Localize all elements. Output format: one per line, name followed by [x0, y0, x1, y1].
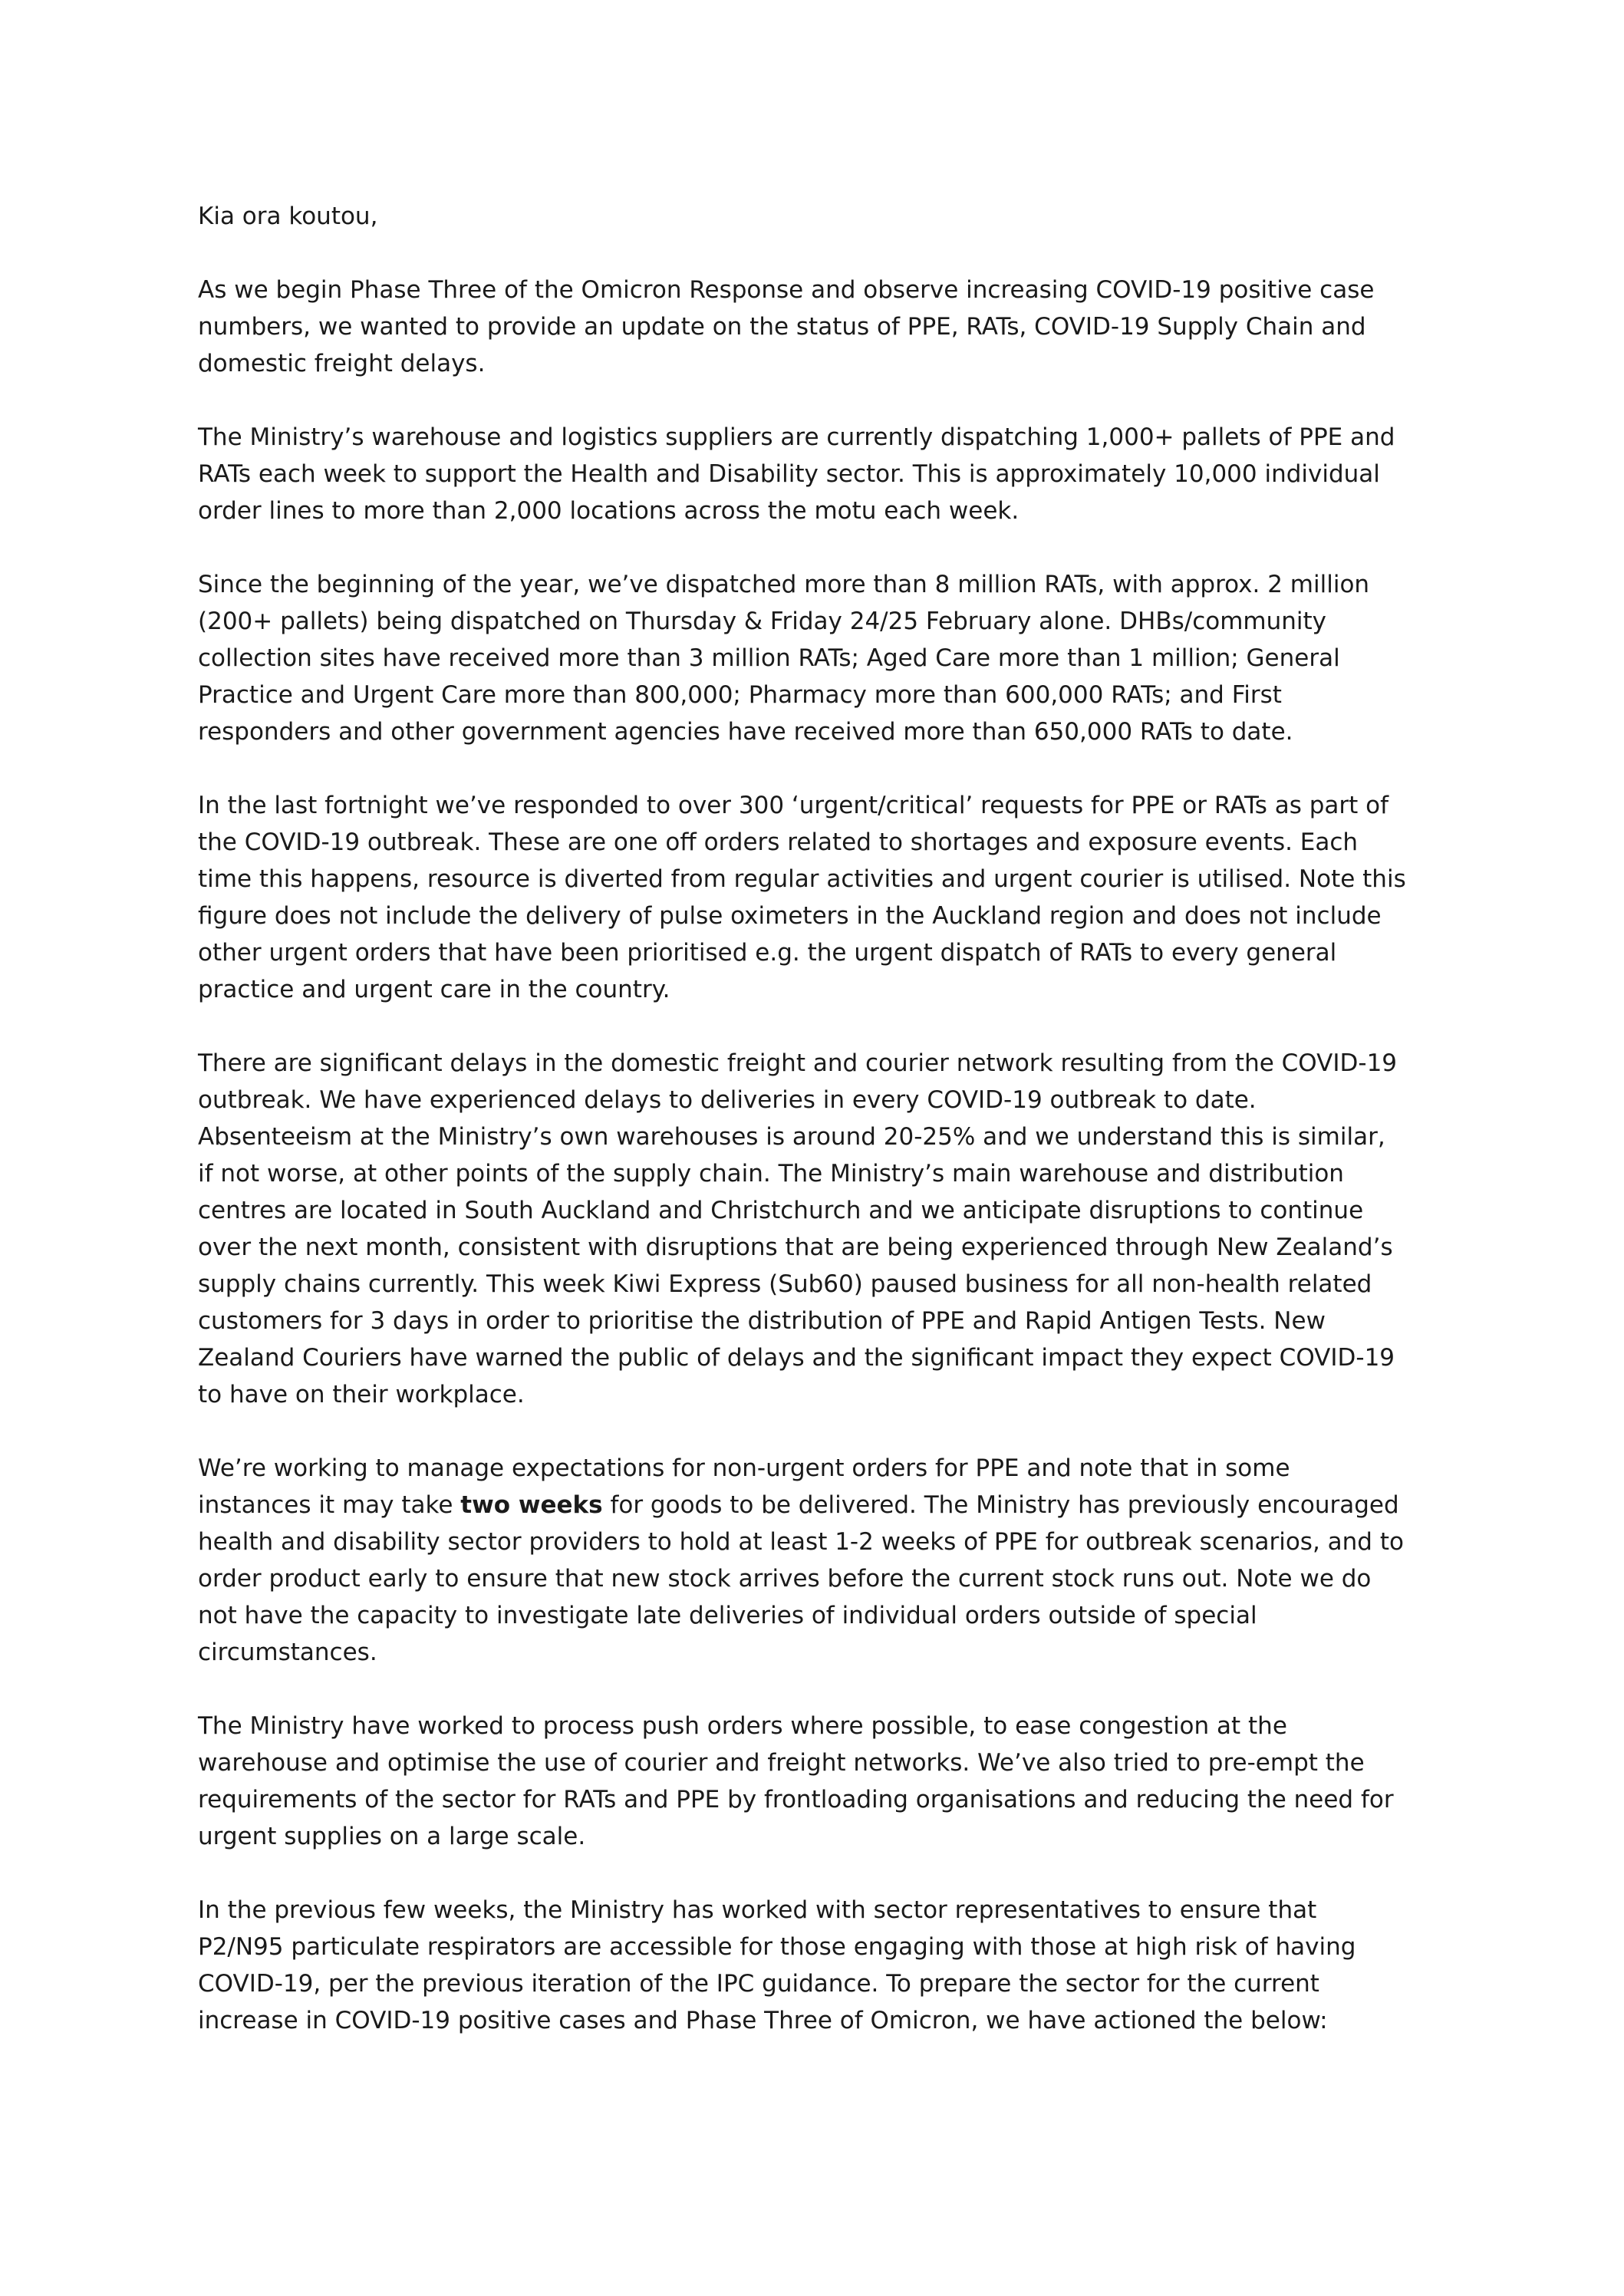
letter-body [198, 198, 1448, 2039]
paragraph-urgent-requests: In the last fortnight we’ve responded to over 300 ‘urgent/critical’ requests for PPE or RATs as part of the COVID-19 outbreak. These are one off orders related to shortages and exposure events. Each time this happens, resource is diverted from regular activities and urgent courier is utilised. Note this figure does not include the delivery of pulse oximeters in the Auckland region and does not include other urgent orders that have been prioritised e.g. the urgent dispatch of RATs to every general practice and urgent care in the country. [198, 792, 1406, 1003]
salutation: Kia ora koutou, [198, 203, 378, 230]
paragraph-managing-expectations [198, 1450, 1448, 1671]
paragraph-phase-three-intro: As we begin Phase Three of the Omicron Response and observe increasing COVID-19 positive case numbers, we wanted to provide an update on the status of PPE, RATs, COVID-19 Supply Chain and domestic freight delays. [198, 276, 1375, 377]
paragraph-warehouse-dispatch: The Ministry’s warehouse and logistics suppliers are currently dispatching 1,000+ pallets of PPE and RATs each week to support the Health and Disability sector. This is approximately 10,000 individual order lines to more than 2,000 locations across the motu each week. [198, 423, 1395, 525]
expectations-text-end: for goods to be delivered. The Ministry has previously encouraged health and disability sector providers to hold at least 1-2 weeks of PPE for outbreak scenarios, and to order product early to ensure that new stock arrives before the current stock runs out. Note we do not have the capacity to investigate late deliveries of individual orders outside of special circumstances. [198, 1491, 1404, 1666]
expectations-text-start: We’re working to manage expectations for non-urgent orders for PPE and note that in some instances it may take [198, 1454, 1290, 1519]
emphasis-two-weeks: two weeks [460, 1491, 603, 1519]
paragraph-freight-delays: There are significant delays in the domestic freight and courier network resulting from the COVID-19 outbreak. We have experienced delays to deliveries in every COVID-19 outbreak to date. Absenteeism at the Ministry’s own warehouses is around 20-25% and we understand this is similar, if not worse, at other points of the supply chain. The Ministry’s main warehouse and distribution centres are located in South Auckland and Christchurch and we anticipate disruptions to continue over the next month, consistent with disruptions that are being experienced through New Zealand’s supply chains currently. This week Kiwi Express (Sub60) paused business for all non-health related customers for 3 days in order to prioritise the distribution of PPE and Rapid Antigen Tests. New Zealand Couriers have warned the public of delays and the significant impact they expect COVID-19 to have on their workplace. [198, 1049, 1398, 1408]
paragraph-push-orders: The Ministry have worked to process push orders where possible, to ease congestion at the warehouse and optimise the use of courier and freight networks. We’ve also tried to pre-empt the requirements of the sector for RATs and PPE by frontloading organisations and reducing the need for urgent supplies on a large scale. [198, 1712, 1394, 1850]
paragraph-respirators: In the previous few weeks, the Ministry has worked with sector representatives to ensure that P2/N95 particulate respirators are accessible for those engaging with those at high risk of having COVID-19, per the previous iteration of the IPC guidance. To prepare the sector for the current increase in COVID-19 positive cases and Phase Three of Omicron, we have actioned the below: [198, 1896, 1356, 2034]
paragraph-rat-dispatch-totals: Since the beginning of the year, we’ve dispatched more than 8 million RATs, with approx. 2 million (200+ pallets) being dispatched on Thursday & Friday 24/25 February alone. DHBs/community collection sites have received more than 3 million RATs; Aged Care more than 1 million; General Practice and Urgent Care more than 800,000; Pharmacy more than 600,000 RATs; and First responders and other government agencies have received more than 650,000 RATs to date. [198, 571, 1370, 746]
